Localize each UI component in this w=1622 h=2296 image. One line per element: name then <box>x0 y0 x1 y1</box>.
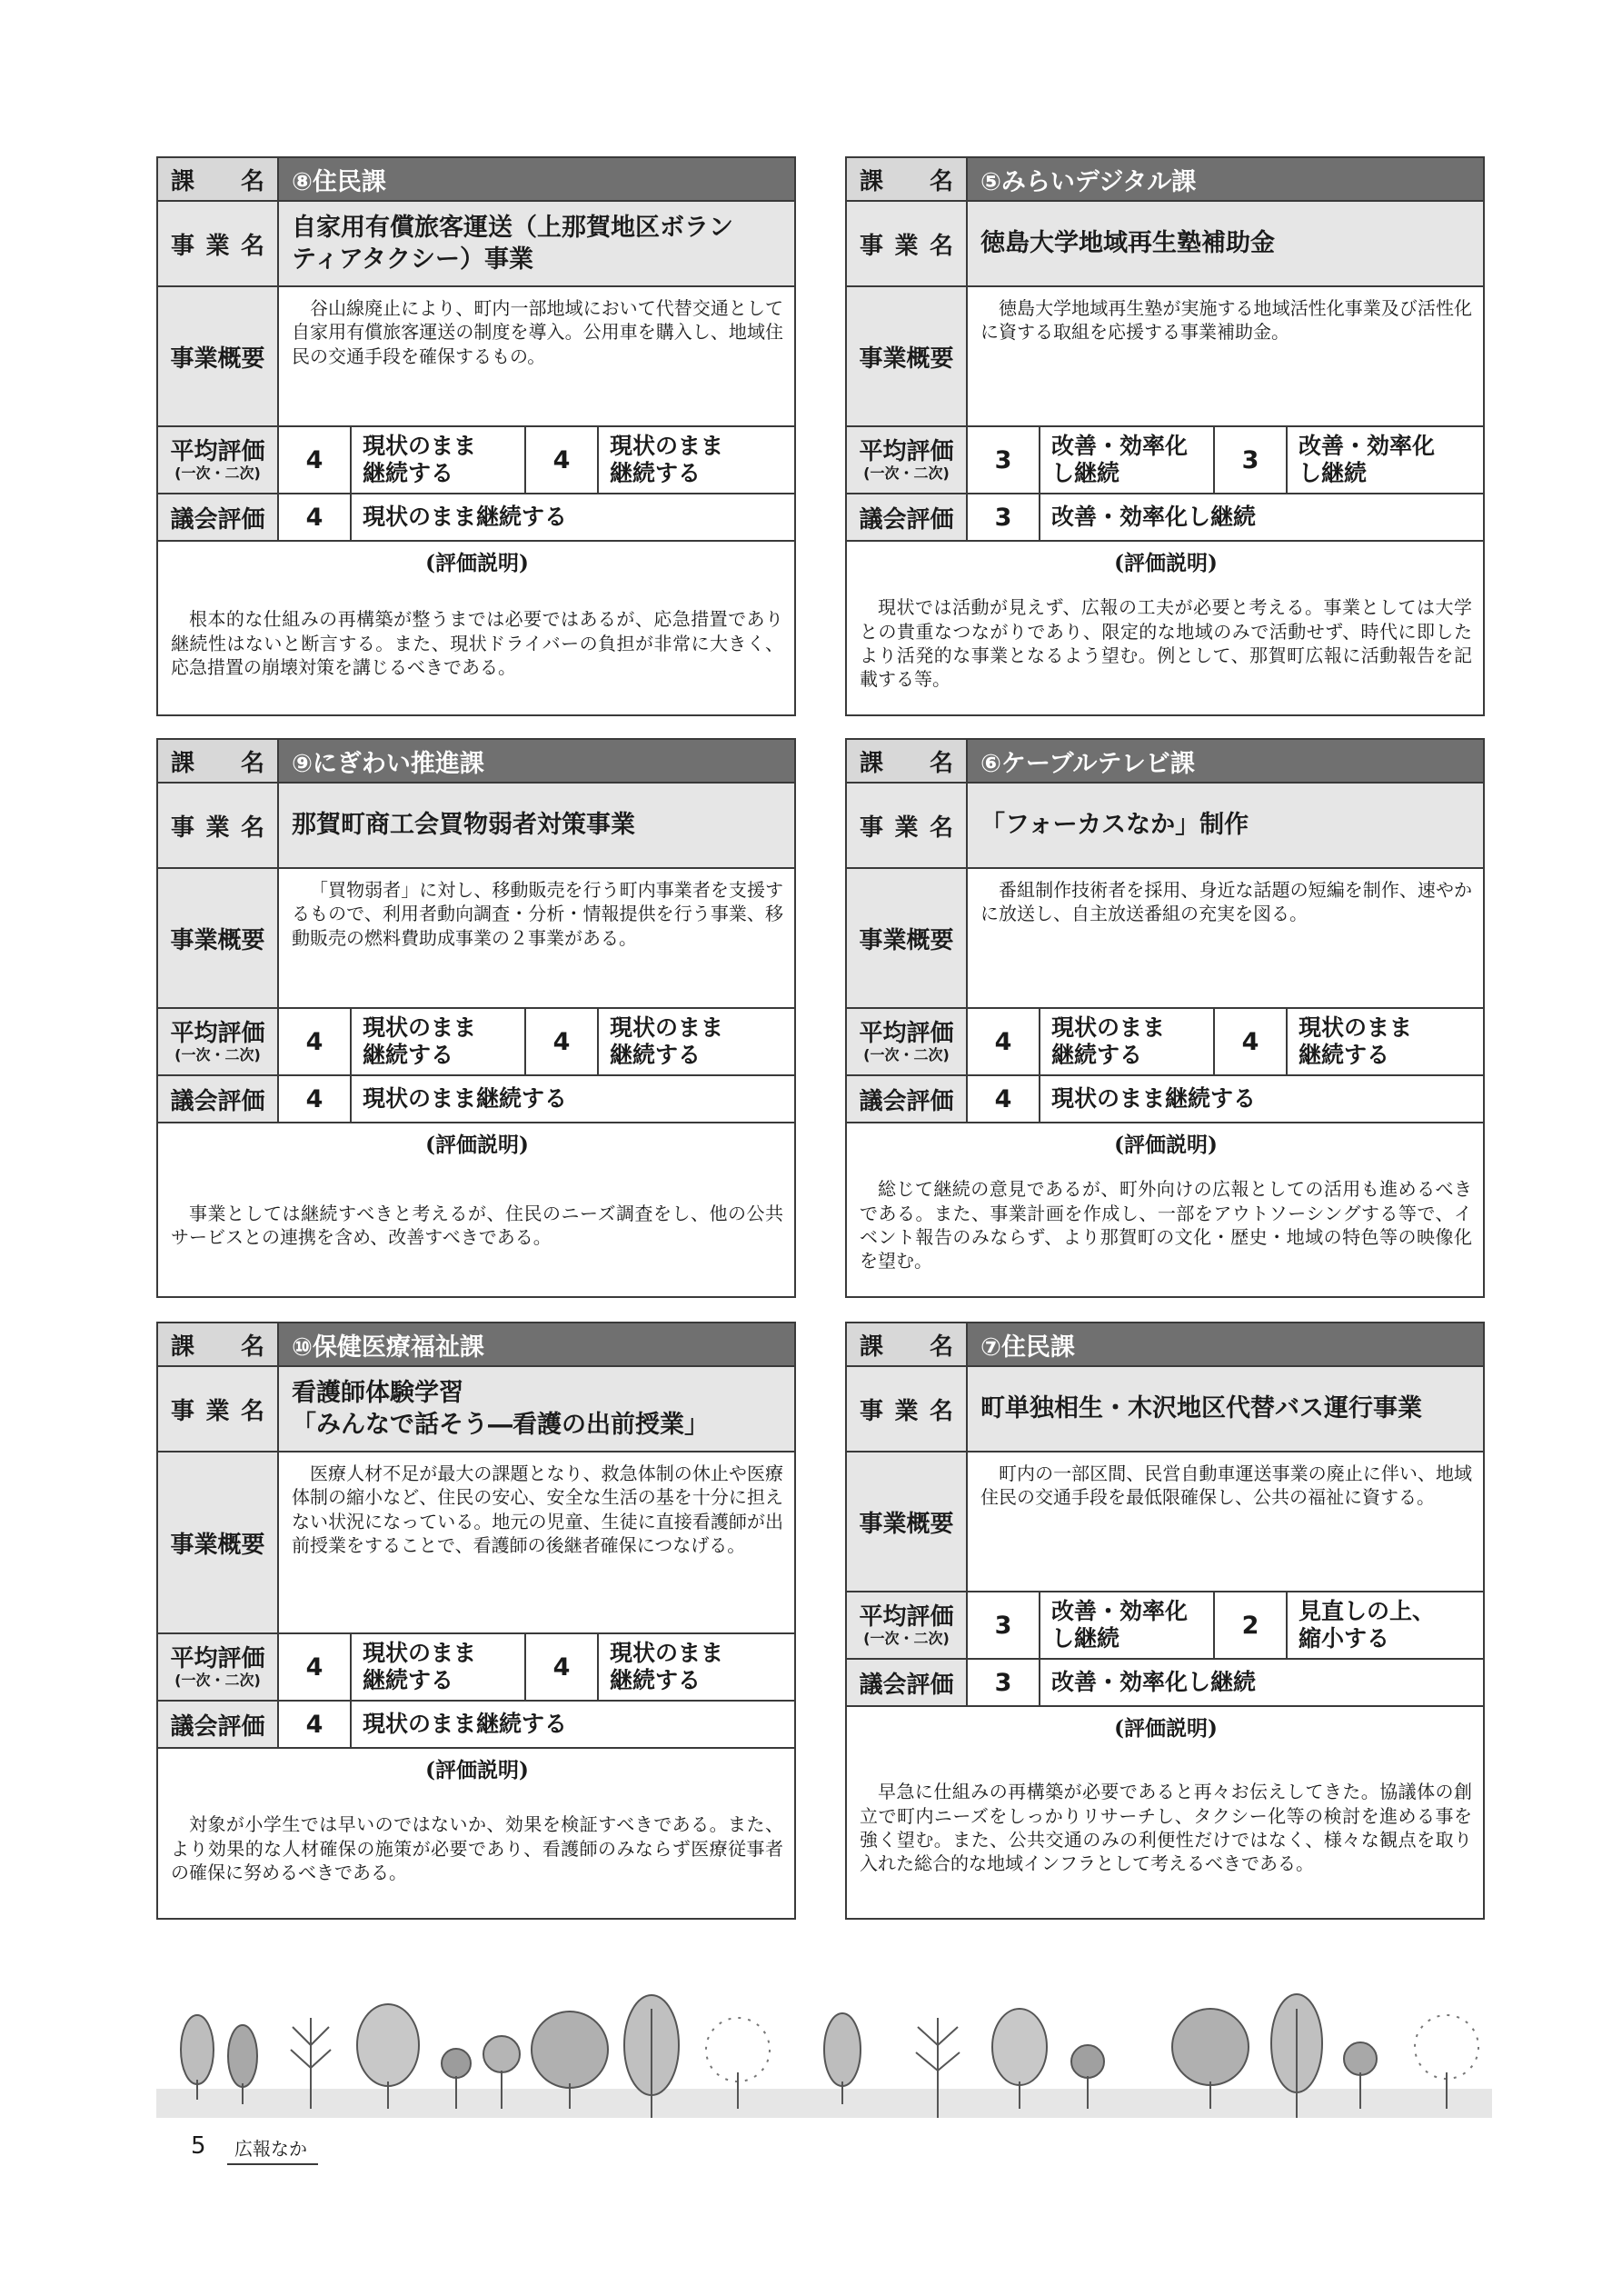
evaluation-explanation <box>847 1123 1483 1296</box>
tree-row-illustration <box>156 1982 1492 2118</box>
department-row <box>847 740 1483 784</box>
explanation-heading: (評価説明) <box>425 1758 529 1782</box>
project-row <box>847 1367 1483 1452</box>
project-name: 看護師体験学習 「みんなで話そう―看護の出前授業」 <box>279 1367 794 1451</box>
summary-label: 事業概要 <box>847 869 968 1007</box>
council-rating-row <box>847 494 1483 542</box>
evaluation-explanation <box>847 1707 1483 1918</box>
project-row <box>158 1367 794 1452</box>
summary-label: 事業概要 <box>158 869 279 1007</box>
explanation-heading: (評価説明) <box>425 1133 529 1157</box>
summary-row <box>847 869 1483 1009</box>
second-rating-score: 4 <box>526 1009 599 1074</box>
project-name: 那賀町商工会買物弱者対策事業 <box>279 784 794 867</box>
average-rating-row <box>847 1009 1483 1076</box>
footer-rule <box>227 2163 318 2165</box>
council-rating-row <box>158 1702 794 1749</box>
project-summary: 医療人材不足が最大の課題となり、救急体制の休止や医療体制の縮小など、住民の安心、安全な生活の基を十分に担えない状況になっている。地元の児童、生徒に直接看護師が出前授業をすることで、看護師の後継者確保につなげる。 <box>292 1462 783 1557</box>
explanation-text: 早急に仕組みの再構築が必要であると再々お伝えしてきた。協議体の創立で町内ニーズをしっかりリサーチし、タクシー化等の検討を進める事を強く望む。また、公共交通のみの利便性だけではなく、様々な観点を取り入れた総合的な地域インフラとして考えるべきである。 <box>860 1781 1472 1875</box>
council-rating-result: 現状のまま継続する <box>363 504 568 530</box>
second-rating-score: 3 <box>1215 427 1288 493</box>
council-rating-label: 議会評価 <box>158 494 279 540</box>
second-rating-score: 4 <box>526 1634 599 1700</box>
summary-row <box>158 869 794 1009</box>
department-name: ⑥ケーブルテレビ課 <box>968 740 1483 782</box>
project-summary: 徳島大学地域再生塾が実施する地域活性化事業及び活性化に資する取組を応援する事業補助金。 <box>980 297 1472 344</box>
project-label: 事 業 名 <box>847 1367 968 1451</box>
summary-label: 事業概要 <box>158 287 279 425</box>
explanation-heading: (評価説明) <box>1114 551 1218 575</box>
council-rating-result: 現状のまま継続する <box>363 1085 568 1112</box>
average-rating-label: 平均評価 (一次・二次) <box>847 1009 968 1074</box>
page-number: 5 <box>191 2132 206 2160</box>
average-rating-row <box>847 1592 1483 1660</box>
council-rating-row <box>158 494 794 542</box>
council-rating-row <box>847 1660 1483 1707</box>
council-rating-label: 議会評価 <box>847 1076 968 1122</box>
average-rating-row <box>158 1009 794 1076</box>
second-rating-score: 4 <box>526 427 599 493</box>
council-rating-label: 議会評価 <box>847 1660 968 1705</box>
evaluation-explanation <box>158 542 794 714</box>
department-name: ⑩保健医療福祉課 <box>279 1323 794 1365</box>
first-rating-score: 4 <box>968 1009 1040 1074</box>
second-rating-result: 現状のまま 継続する <box>1299 1014 1413 1068</box>
council-rating-result: 改善・効率化し継続 <box>1051 1669 1257 1695</box>
department-row <box>847 158 1483 202</box>
evaluation-explanation <box>158 1123 794 1296</box>
first-rating-score: 4 <box>279 1009 352 1074</box>
evaluation-card <box>156 738 796 1298</box>
project-row <box>158 784 794 869</box>
magazine-name: 広報なか <box>234 2138 307 2160</box>
department-label: 課 名 <box>158 158 279 200</box>
council-rating-score: 3 <box>968 1660 1040 1705</box>
explanation-text: 現状では活動が見えず、広報の工夫が必要と考える。事業としては大学との貴重なつながりであり、限定的な地域のみで活動せず、時代に即したより活発的な事業となるよう望む。例として、那賀町広報に活動報告を記載する等。 <box>860 596 1472 691</box>
summary-label: 事業概要 <box>847 287 968 425</box>
first-rating-score: 4 <box>279 1634 352 1700</box>
project-summary: 「買物弱者」に対し、移動販売を行う町内事業者を支援するもので、利用者動向調査・分析・情報提供を行う事業、移動販売の燃料費助成事業の２事業がある。 <box>292 879 783 949</box>
department-label: 課 名 <box>158 740 279 782</box>
department-label: 課 名 <box>158 1323 279 1365</box>
first-rating-score: 4 <box>279 427 352 493</box>
explanation-heading: (評価説明) <box>1114 1133 1218 1157</box>
council-rating-result: 現状のまま継続する <box>363 1711 568 1737</box>
average-rating-row <box>158 1634 794 1702</box>
department-label: 課 名 <box>847 740 968 782</box>
evaluation-explanation <box>847 542 1483 714</box>
project-row <box>847 202 1483 287</box>
department-row <box>847 1323 1483 1367</box>
average-rating-label: 平均評価 (一次・二次) <box>158 427 279 493</box>
average-rating-label: 平均評価 (一次・二次) <box>158 1009 279 1074</box>
evaluation-explanation <box>158 1749 794 1918</box>
summary-label: 事業概要 <box>158 1452 279 1632</box>
explanation-text: 対象が小学生では早いのではないか、効果を検証すべきである。また、より効果的な人材確保の施策が必要であり、看護師のみならず医療従事者の確保に努めるべきである。 <box>171 1813 783 1884</box>
second-rating-result: 見直しの上、 縮小する <box>1299 1598 1436 1652</box>
first-rating-result: 改善・効率化 し継続 <box>1040 1592 1215 1658</box>
first-rating-result: 現状のまま 継続する <box>352 1634 526 1700</box>
first-rating-score: 3 <box>968 427 1040 493</box>
evaluation-card <box>845 738 1485 1298</box>
project-row <box>847 784 1483 869</box>
project-row <box>158 202 794 287</box>
project-label: 事 業 名 <box>158 1367 279 1451</box>
second-rating-score: 2 <box>1215 1592 1288 1658</box>
council-rating-score: 3 <box>968 494 1040 540</box>
department-label: 課 名 <box>847 158 968 200</box>
council-rating-score: 4 <box>279 494 352 540</box>
explanation-text: 根本的な仕組みの再構築が整うまでは必要ではあるが、応急措置であり継続性はないと断言する。また、現状ドライバーの負担が非常に大きく、応急措置の崩壊対策を講じるべきである。 <box>171 608 783 679</box>
evaluation-card <box>156 156 796 716</box>
department-name: ⑦住民課 <box>968 1323 1483 1365</box>
council-rating-label: 議会評価 <box>158 1702 279 1747</box>
project-name: 「フォーカスなか」制作 <box>968 784 1483 867</box>
summary-row <box>847 1452 1483 1592</box>
summary-row <box>158 1452 794 1634</box>
explanation-heading: (評価説明) <box>425 551 529 575</box>
evaluation-card <box>845 1322 1485 1920</box>
first-rating-result: 現状のまま 継続する <box>352 1009 526 1074</box>
department-row <box>158 1323 794 1367</box>
first-rating-result: 改善・効率化 し継続 <box>1040 427 1215 493</box>
second-rating-result: 現状のまま 継続する <box>610 433 724 486</box>
project-summary: 谷山線廃止により、町内一部地域において代替交通として自家用有償旅客運送の制度を導入。公用車を購入し、地域住民の交通手段を確保するもの。 <box>292 297 783 367</box>
first-rating-result: 現状のまま 継続する <box>1040 1009 1215 1074</box>
project-name: 町単独相生・木沢地区代替バス運行事業 <box>968 1367 1483 1451</box>
explanation-text: 事業としては継続すべきと考えるが、住民のニーズ調査をし、他の公共サービスとの連携を含め、改善すべきである。 <box>171 1202 783 1248</box>
council-rating-result: 改善・効率化し継続 <box>1051 504 1257 530</box>
project-name: 自家用有償旅客運送（上那賀地区ボラン ティアタクシー）事業 <box>279 202 794 285</box>
council-rating-label: 議会評価 <box>158 1076 279 1122</box>
average-rating-row <box>158 427 794 494</box>
project-summary: 町内の一部区間、民営自動車運送事業の廃止に伴い、地域住民の交通手段を最低限確保し、公共の福祉に資する。 <box>980 1462 1472 1509</box>
council-rating-row <box>847 1076 1483 1123</box>
average-rating-row <box>847 427 1483 494</box>
project-label: 事 業 名 <box>158 202 279 285</box>
department-name: ⑧住民課 <box>279 158 794 200</box>
department-label: 課 名 <box>847 1323 968 1365</box>
council-rating-label: 議会評価 <box>847 494 968 540</box>
council-rating-score: 4 <box>968 1076 1040 1122</box>
council-rating-score: 4 <box>279 1076 352 1122</box>
evaluation-card <box>845 156 1485 716</box>
department-name: ⑤みらいデジタル課 <box>968 158 1483 200</box>
project-label: 事 業 名 <box>847 784 968 867</box>
department-name: ⑨にぎわい推進課 <box>279 740 794 782</box>
summary-row <box>158 287 794 427</box>
first-rating-result: 現状のまま 継続する <box>352 427 526 493</box>
council-rating-score: 4 <box>279 1702 352 1747</box>
project-summary: 番組制作技術者を採用、身近な話題の短編を制作、速やかに放送し、自主放送番組の充実を図る。 <box>980 879 1472 925</box>
average-rating-label: 平均評価 (一次・二次) <box>847 427 968 493</box>
average-rating-label: 平均評価 (一次・二次) <box>847 1592 968 1658</box>
explanation-text: 総じて継続の意見であるが、町外向けの広報としての活用も進めるべきである。また、事業計画を作成し、一部をアウトソーシングする等で、イベント報告のみならず、より那賀町の文化・歴史・地域の特色等の映像化を望む。 <box>860 1178 1472 1273</box>
second-rating-result: 改善・効率化 し継続 <box>1299 433 1436 486</box>
summary-label: 事業概要 <box>847 1452 968 1591</box>
evaluation-card <box>156 1322 796 1920</box>
project-name: 徳島大学地域再生塾補助金 <box>968 202 1483 285</box>
council-rating-result: 現状のまま継続する <box>1051 1085 1257 1112</box>
department-row <box>158 740 794 784</box>
project-label: 事 業 名 <box>847 202 968 285</box>
explanation-heading: (評価説明) <box>1114 1716 1218 1741</box>
first-rating-score: 3 <box>968 1592 1040 1658</box>
department-row <box>158 158 794 202</box>
council-rating-row <box>158 1076 794 1123</box>
project-label: 事 業 名 <box>158 784 279 867</box>
second-rating-score: 4 <box>1215 1009 1288 1074</box>
summary-row <box>847 287 1483 427</box>
average-rating-label: 平均評価 (一次・二次) <box>158 1634 279 1700</box>
second-rating-result: 現状のまま 継続する <box>610 1640 724 1693</box>
second-rating-result: 現状のまま 継続する <box>610 1014 724 1068</box>
